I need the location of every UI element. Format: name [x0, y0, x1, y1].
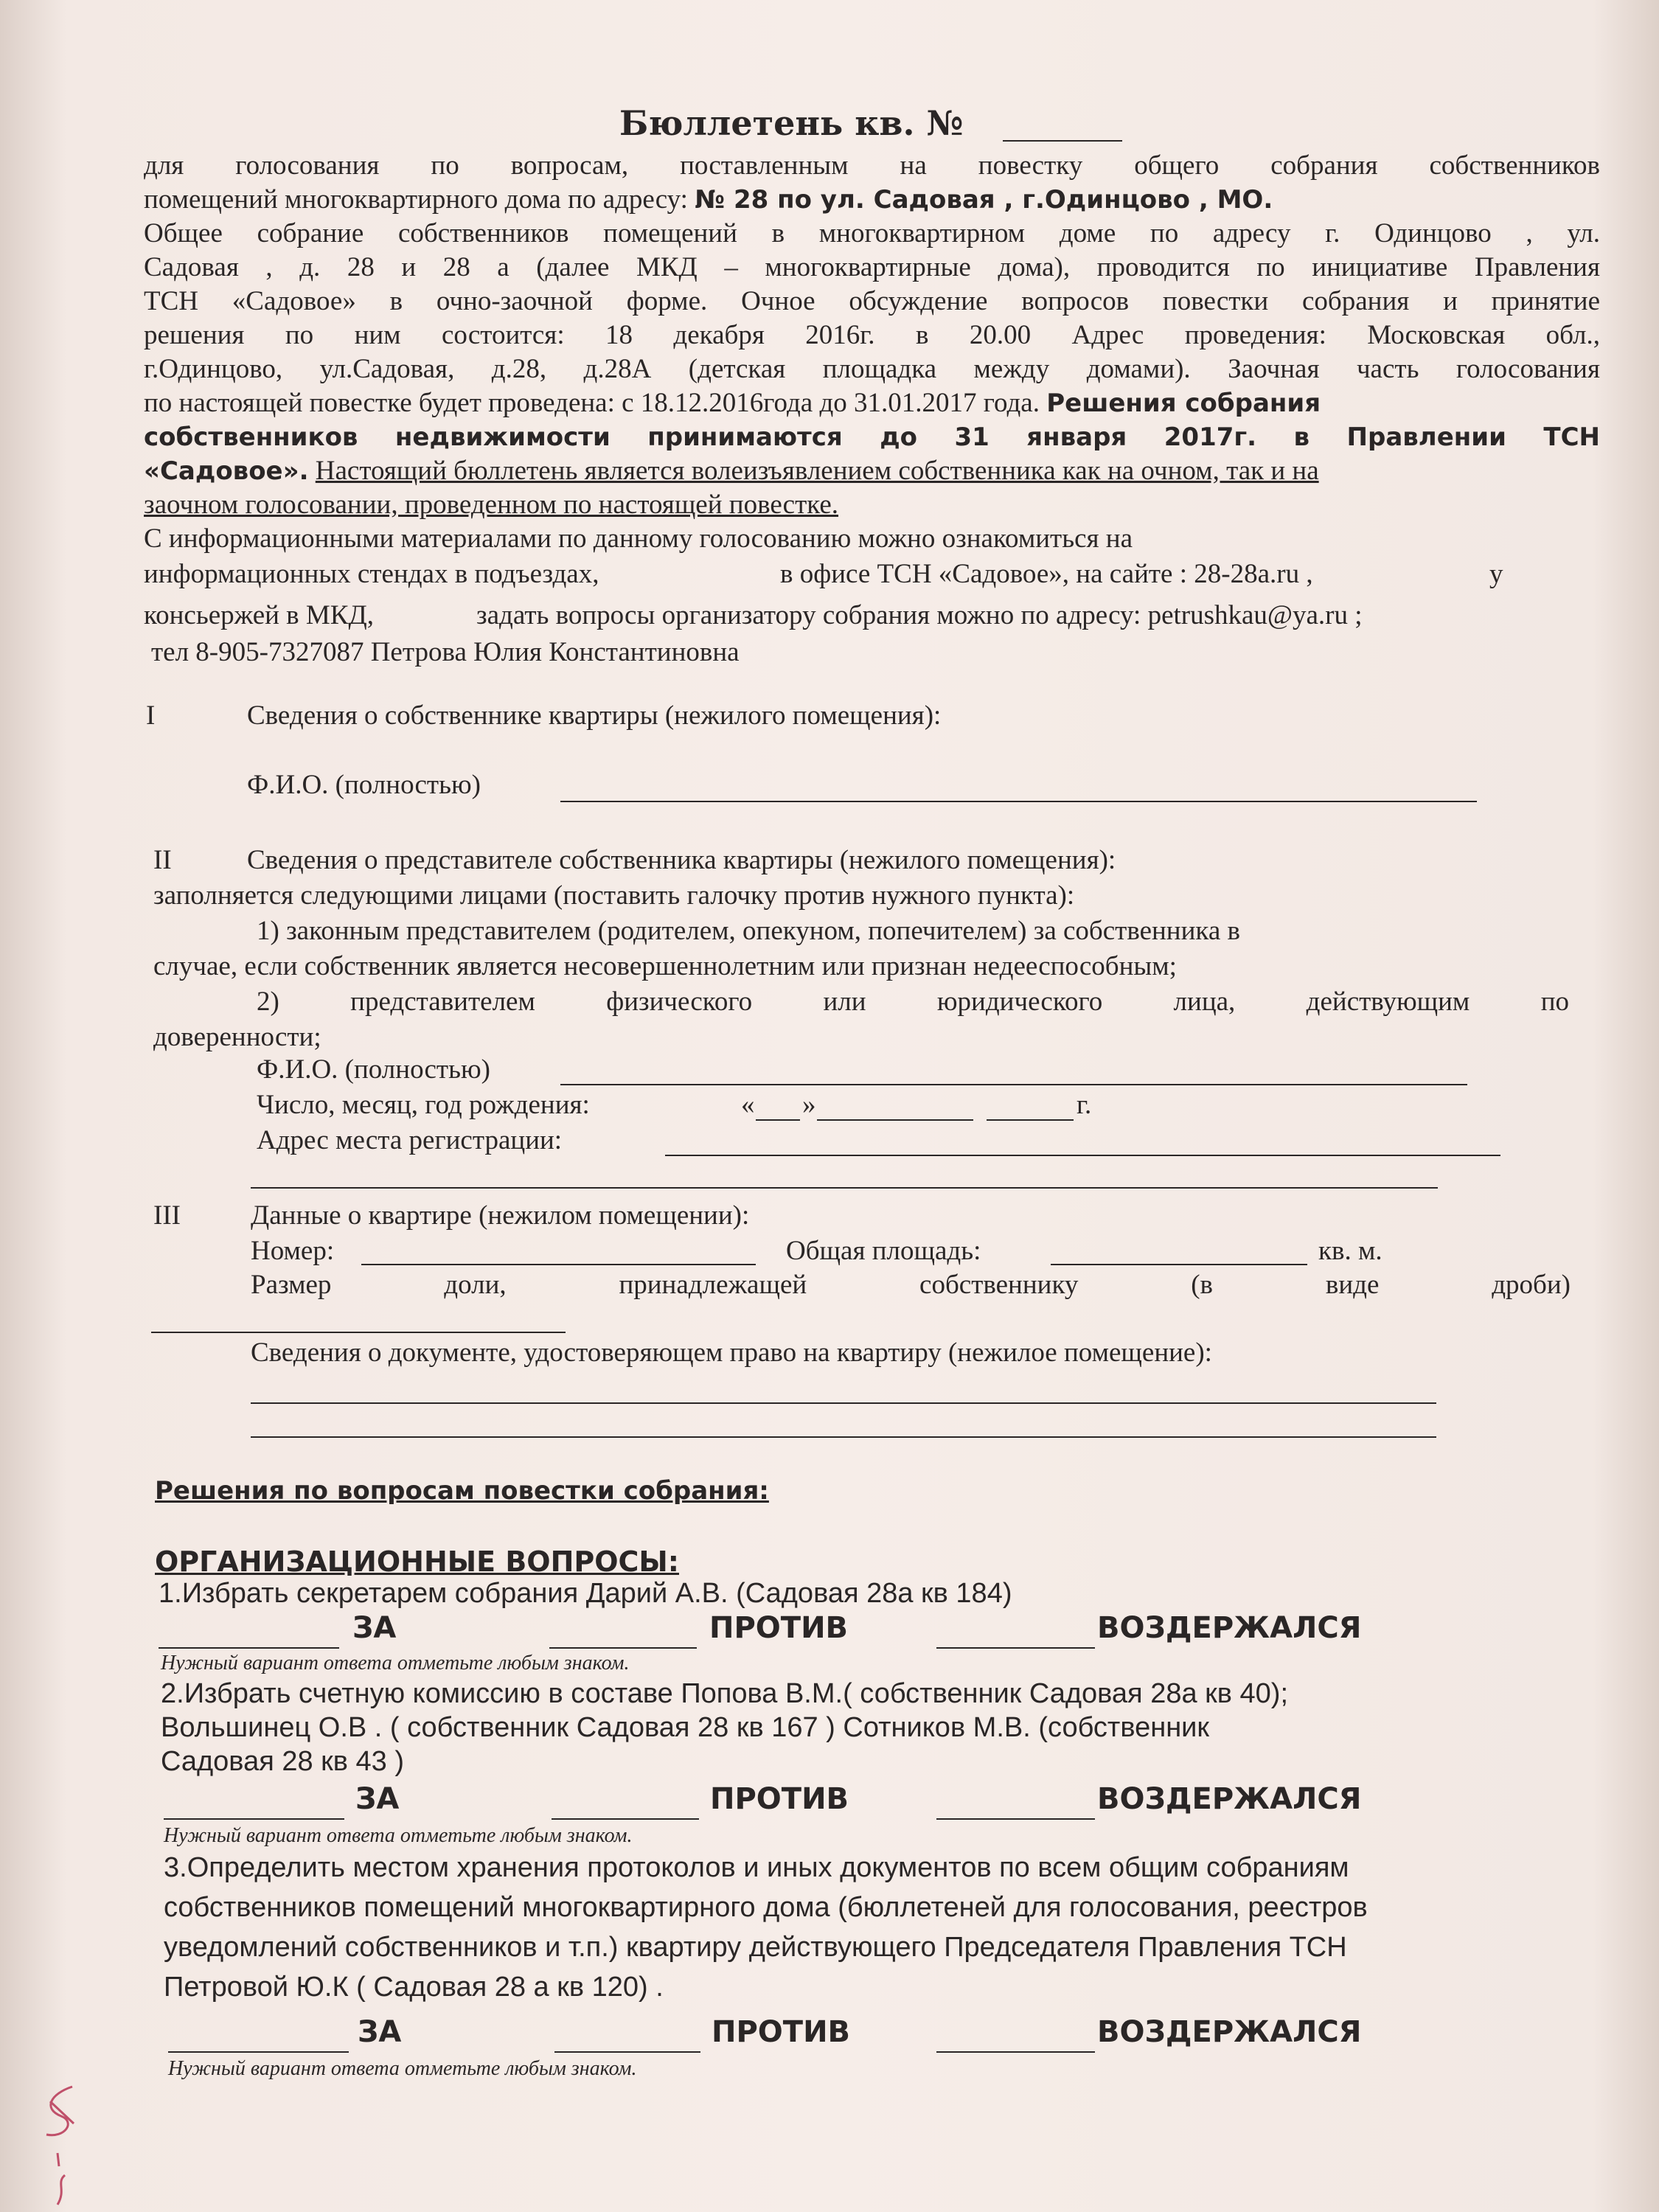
ownership-doc-label: Сведения о документе, удостоверяющем право на квартиру (нежилое помещение): [251, 1338, 1212, 1368]
q1-abstain-label: ВОЗДЕРЖАЛСЯ [1097, 1611, 1362, 1645]
q3-for-label: ЗА [358, 2015, 402, 2049]
question-3-cont: собственников помещений многоквартирного дома (бюллетеней для голосования, реестров [164, 1892, 1368, 1923]
share-label: Размер доли, принадлежащей собственнику (в виде дроби) [251, 1270, 1571, 1300]
owner-fio-label: Ф.И.О. (полностью) [247, 770, 481, 800]
q2-against-mark[interactable] [552, 1818, 699, 1820]
birth-date-quote: « [741, 1090, 755, 1120]
intro-line: консьержей в МКД, [144, 600, 374, 630]
intro-line: Общее собрание собственников помещений в многоквартирном доме по адресу г. Одинцово , ул. [144, 218, 1600, 248]
intro-line: по настоящей повестке будет проведена: с 18.12.2016года до 31.01.2017 года. Решения собрания [144, 388, 1321, 418]
section-heading: Сведения о представителе собственника квартиры (нежилого помещения): [247, 845, 1116, 875]
section-number: III [153, 1200, 181, 1231]
q3-abstain-label: ВОЗДЕРЖАЛСЯ [1097, 2015, 1362, 2049]
q3-against-mark[interactable] [554, 2051, 700, 2053]
option-proxy[interactable]: 2) представителем физического или юридического лица, действующим по [257, 987, 1569, 1017]
intro-line: задать вопросы организатору собрания можно по адресу: petrushkau@ya.ru ; [476, 600, 1363, 630]
birth-year-suffix: г. [1077, 1090, 1092, 1120]
intro-line: решения по ним состоится: 18 декабря 2016г. в 20.00 Адрес проведения: Московская обл., [144, 320, 1600, 350]
section-heading: Сведения о собственнике квартиры (нежилого помещения): [247, 700, 942, 731]
area-label: Общая площадь: [786, 1236, 981, 1266]
answer-hint: Нужный вариант ответа отметьте любым знаком. [161, 1652, 630, 1674]
ballot-title: Бюллетень кв. № [619, 103, 964, 143]
question-3-cont: уведомлений собственников и т.п.) квартиру действующего Председателя Правления ТСН [164, 1932, 1347, 1963]
intro-line: ТСН «Садовое» в очно-заочной форме. Очное обсуждение вопросов повестки собрания и принятие [144, 286, 1600, 316]
question-1: 1.Избрать секретарем собрания Дарий А.В. (Садовая 28а кв 184) [159, 1578, 1012, 1609]
q2-against-label: ПРОТИВ [710, 1782, 849, 1816]
intro-line: для голосования по вопросам, поставленным на повестку общего собрания собственников [144, 150, 1600, 181]
q1-against-mark[interactable] [549, 1647, 697, 1649]
answer-hint: Нужный вариант ответа отметьте любым знаком. [168, 2057, 637, 2080]
intro-line: «Садовое». Настоящий бюллетень является волеизъявлением собственника как на очном, так и на [144, 456, 1319, 486]
intro-line: тел 8-905-7327087 Петрова Юлия Константиновна [151, 637, 740, 667]
question-3: 3.Определить местом хранения протоколов и иных документов по всем общим собраниям [164, 1852, 1349, 1883]
intro-line: г.Одинцово, ул.Садовая, д.28, д.28А (детская площадка между домами). Заочная часть голосования [144, 354, 1600, 384]
address-field[interactable] [665, 1155, 1500, 1156]
section-text: случае, если собственник является несовершеннолетним или признан недееспособным; [153, 951, 1177, 981]
q2-for-label: ЗА [355, 1782, 400, 1816]
question-2: 2.Избрать счетную комиссию в составе Попова В.М.( собственник Садовая 28а кв 40); [161, 1678, 1288, 1709]
birth-year-field[interactable] [987, 1119, 1074, 1121]
q1-for-mark[interactable] [159, 1647, 339, 1649]
rep-fio-label: Ф.И.О. (полностью) [257, 1054, 490, 1085]
option-legal-rep[interactable]: 1) законным представителем (родителем, опекуном, попечителем) за собственника в [257, 916, 1240, 946]
section-text: доверенности; [153, 1022, 321, 1052]
q3-against-label: ПРОТИВ [712, 2015, 851, 2049]
question-2-cont: Вольшинец О.В . ( собственник Садовая 28 кв 167 ) Сотников М.В. (собственник [161, 1712, 1210, 1743]
org-questions-heading: ОРГАНИЗАЦИОННЫЕ ВОПРОСЫ: [155, 1545, 679, 1578]
intro-line: С информационными материалами по данному голосованию можно ознакомиться на [144, 524, 1133, 554]
q3-for-mark[interactable] [168, 2051, 349, 2053]
decisions-heading: Решения по вопросам повестки собрания: [155, 1476, 769, 1506]
rep-fio-field[interactable] [560, 1084, 1467, 1085]
apartment-number-label: Номер: [251, 1236, 335, 1266]
q2-abstain-mark[interactable] [936, 1818, 1095, 1820]
section-heading: Данные о квартире (нежилом помещении): [251, 1200, 750, 1231]
share-field[interactable] [151, 1332, 566, 1333]
handwritten-margin-note [21, 2079, 87, 2212]
intro-line: собственников недвижимости принимаются до 31 января 2017г. в Правлении ТСН [144, 422, 1600, 452]
ownership-doc-field[interactable] [251, 1402, 1436, 1404]
birth-month-field[interactable] [817, 1119, 973, 1121]
area-field[interactable] [1051, 1264, 1307, 1265]
q2-abstain-label: ВОЗДЕРЖАЛСЯ [1097, 1782, 1362, 1816]
question-2-cont: Садовая 28 кв 43 ) [161, 1746, 405, 1777]
intro-line: у [1489, 559, 1503, 589]
owner-fio-field[interactable] [560, 801, 1477, 802]
section-number: II [153, 845, 172, 875]
q1-for-label: ЗА [352, 1611, 397, 1645]
birth-day-field[interactable] [756, 1119, 800, 1121]
birth-date-label: Число, месяц, год рождения: [257, 1090, 590, 1120]
address-label: Адрес места регистрации: [257, 1125, 563, 1155]
intro-line: информационных стендах в подъездах, [144, 559, 599, 589]
q2-for-mark[interactable] [164, 1818, 344, 1820]
answer-hint: Нужный вариант ответа отметьте любым знаком. [164, 1824, 633, 1847]
intro-line: заочном голосовании, проведенном по настоящей повестке. [144, 490, 839, 520]
question-3-cont: Петровой Ю.К ( Садовая 28 а кв 120) . [164, 1972, 664, 2003]
apartment-number-blank[interactable] [1003, 140, 1122, 142]
apartment-number-field[interactable] [361, 1264, 756, 1265]
q1-abstain-mark[interactable] [936, 1647, 1095, 1649]
area-unit: кв. м. [1318, 1236, 1382, 1266]
section-number: I [146, 700, 156, 731]
q1-against-label: ПРОТИВ [709, 1611, 849, 1645]
section-text: заполняется следующими лицами (поставить галочку против нужного пункта): [153, 880, 1075, 911]
intro-line: в офисе ТСН «Садовое», на сайте : 28-28a.ru , [780, 559, 1313, 589]
address-field-continued[interactable] [251, 1187, 1438, 1189]
ownership-doc-field-continued[interactable] [251, 1436, 1436, 1438]
birth-date-quote: » [802, 1090, 816, 1120]
intro-line: Садовая , д. 28 и 28 а (далее МКД – многоквартирные дома), проводится по инициативе Правления [144, 252, 1600, 282]
q3-abstain-mark[interactable] [936, 2051, 1095, 2053]
intro-line: помещений многоквартирного дома по адресу: № 28 по ул. Садовая , г.Одинцово , МО. [144, 184, 1273, 215]
